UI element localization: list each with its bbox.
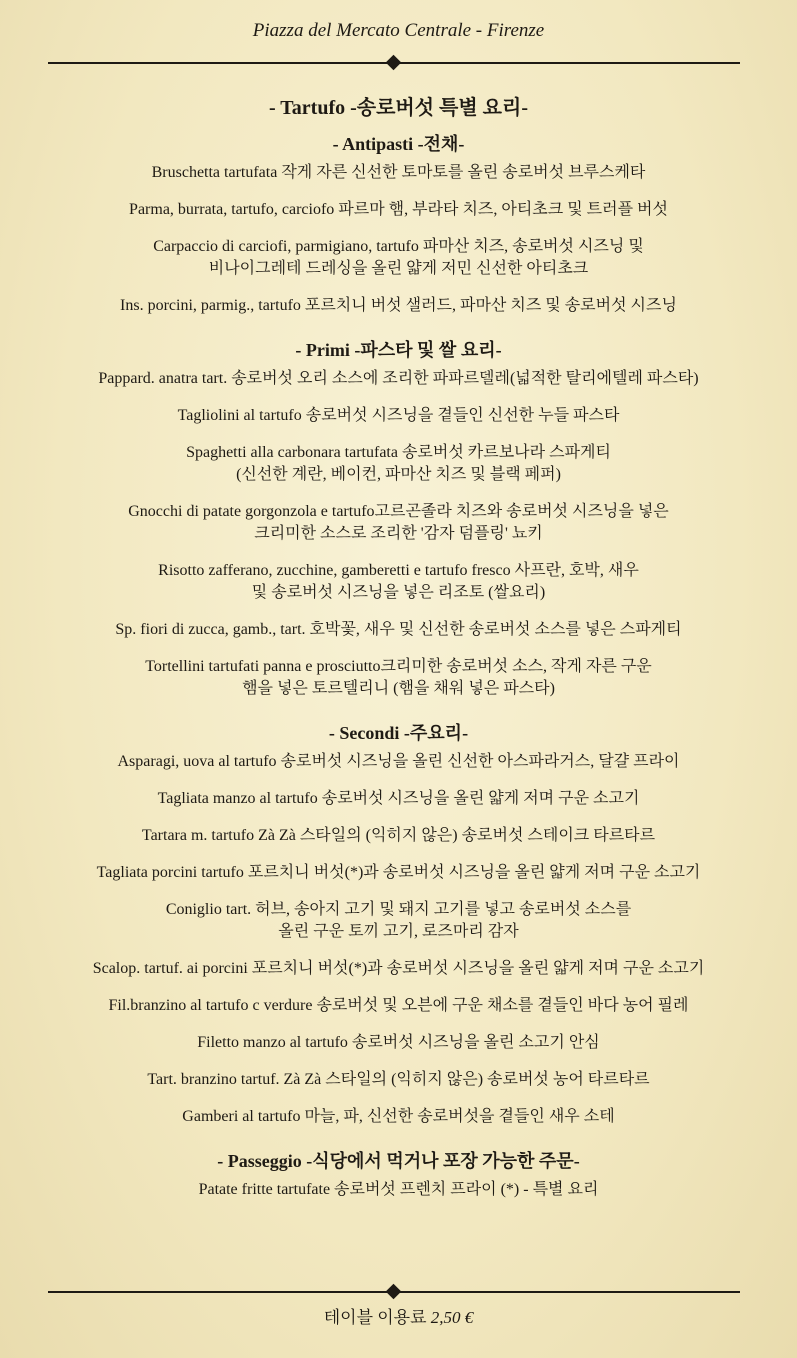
menu-item-line: Bruschetta tartufata 작게 자른 신선한 토마토를 올린 송로버섯 브루스케타 xyxy=(151,164,646,181)
menu-item xyxy=(40,1106,757,1128)
restaurant-location-title: Piazza del Mercato Centrale - Firenze xyxy=(252,20,545,41)
menu-item xyxy=(40,751,757,773)
section-heading: - Secondi -주요리- xyxy=(328,723,469,743)
menu-item-line: Tagliata porcini tartufo 포르치니 버섯(*)과 송로버섯 시즈닝을 올린 얇게 저며 구운 소고기 xyxy=(96,864,701,881)
menu-item xyxy=(40,862,757,884)
table-fee xyxy=(0,1303,797,1328)
menu-item xyxy=(40,501,757,545)
menu-item xyxy=(40,619,757,641)
menu-item-line: (신선한 계란, 베이컨, 파마산 치즈 및 블랙 페퍼) xyxy=(236,466,561,483)
menu-item-line: Filetto manzo al tartufo 송로버섯 시즈닝을 올린 소고기 안심 xyxy=(197,1034,600,1051)
menu-item-line: Tagliolini al tartufo 송로버섯 시즈닝을 곁들인 신선한 누들 파스타 xyxy=(177,407,620,424)
menu-item-line: 및 송로버섯 시즈닝을 넣은 리조토 (쌀요리) xyxy=(251,584,546,601)
menu-item-line: Tagliata manzo al tartufo 송로버섯 시즈닝을 올린 얇게 저며 구운 소고기 xyxy=(157,790,640,807)
menu-item-line: Asparagi, uova al tartufo 송로버섯 시즈닝을 올린 신선한 아스파라거스, 달걀 프라이 xyxy=(117,753,680,770)
menu-item xyxy=(40,1069,757,1091)
menu-item xyxy=(40,825,757,847)
menu-item-line: Patate fritte tartufate 송로버섯 프렌치 프라이 (*) - 특별 요리 xyxy=(198,1181,599,1198)
menu-item xyxy=(40,236,757,280)
menu-item-line: Fil.branzino al tartufo c verdure 송로버섯 및 오븐에 구운 채소를 곁들인 바다 농어 필레 xyxy=(108,997,689,1014)
section-heading: - Antipasti -전채- xyxy=(332,134,465,154)
menu-item xyxy=(40,368,757,390)
menu-item xyxy=(40,656,757,700)
menu-item xyxy=(40,788,757,810)
top-divider-diamond xyxy=(386,55,402,71)
menu-item xyxy=(40,1032,757,1054)
menu-item-line: Parma, burrata, tartufo, carciofo 파르마 햄, 부라타 치즈, 아티초크 및 트러플 버섯 xyxy=(129,201,668,218)
menu-item xyxy=(40,162,757,184)
menu-item-line: Coniglio tart. 허브, 송아지 고기 및 돼지 고기를 넣고 송로버섯 소스를 xyxy=(165,901,632,918)
menu-item xyxy=(40,199,757,221)
menu-item-line: Gnocchi di patate gorgonzola e tartufo고르곤졸라 치즈와 송로버섯 시즈닝을 넣은 xyxy=(128,503,669,520)
menu-item-line: 햄을 넣은 토르텔리니 (햄을 채워 넣은 파스타) xyxy=(242,680,555,697)
menu-item xyxy=(40,560,757,604)
menu-item-line: Pappard. anatra tart. 송로버섯 오리 소스에 조리한 파파르델레(넓적한 탈리에텔레 파스타) xyxy=(98,370,699,387)
bottom-divider-diamond xyxy=(386,1284,402,1300)
menu-item-line: Tartara m. tartufo Zà Zà 스타일의 (익히지 않은) 송로버섯 스테이크 타르타르 xyxy=(141,827,656,844)
table-fee-label: 테이블 이용료 xyxy=(323,1308,427,1327)
menu-item-line: Tortellini tartufati panna e prosciutto크리미한 송로버섯 소스, 작게 자른 구운 xyxy=(145,658,652,675)
menu-item-line: Tart. branzino tartuf. Zà Zà 스타일의 (익히지 않은) 송로버섯 농어 타르타르 xyxy=(147,1071,650,1088)
menu-item-line: 크리미한 소스로 조리한 '감자 덤플링' 뇨키 xyxy=(254,525,543,542)
section-heading: - Passeggio -식당에서 먹거나 포장 가능한 주문- xyxy=(217,1151,580,1171)
menu-item-line: 비나이그레테 드레싱을 올린 얇게 저민 신선한 아티초크 xyxy=(208,260,589,277)
menu-item xyxy=(40,899,757,943)
menu-item xyxy=(40,995,757,1017)
menu-main-heading: - Tartufo -송로버섯 특별 요리- xyxy=(268,97,528,119)
menu-item-line: Carpaccio di carciofi, parmigiano, tartufo 파마산 치즈, 송로버섯 시즈닝 및 xyxy=(153,238,644,255)
table-fee-price: 2,50 € xyxy=(430,1308,474,1327)
menu-item xyxy=(40,405,757,427)
menu-item-line: Risotto zafferano, zucchine, gamberetti e tartufo fresco 사프란, 호박, 새우 xyxy=(158,562,639,579)
menu-item xyxy=(40,295,757,317)
section-heading: - Primi -파스타 및 쌀 요리- xyxy=(295,340,502,360)
menu-item-line: Scalop. tartuf. ai porcini 포르치니 버섯(*)과 송로버섯 시즈닝을 올린 얇게 저며 구운 소고기 xyxy=(92,960,705,977)
menu-item xyxy=(40,1179,757,1201)
menu-item-line: Gamberi al tartufo 마늘, 파, 신선한 송로버섯을 곁들인 새우 소테 xyxy=(182,1108,615,1125)
menu-item xyxy=(40,442,757,486)
menu-item-line: Ins. porcini, parmig., tartufo 포르치니 버섯 샐러드, 파마산 치즈 및 송로버섯 시즈닝 xyxy=(120,297,677,314)
menu-item-line: Spaghetti alla carbonara tartufata 송로버섯 카르보나라 스파게티 xyxy=(186,444,611,461)
menu-item-line: 올린 구운 토끼 고기, 로즈마리 감자 xyxy=(278,923,519,940)
menu-item-line: Sp. fiori di zucca, gamb., tart. 호박꽃, 새우 및 신선한 송로버섯 소스를 넣은 스파게티 xyxy=(115,621,682,638)
menu-content xyxy=(40,90,757,1216)
menu-item xyxy=(40,958,757,980)
